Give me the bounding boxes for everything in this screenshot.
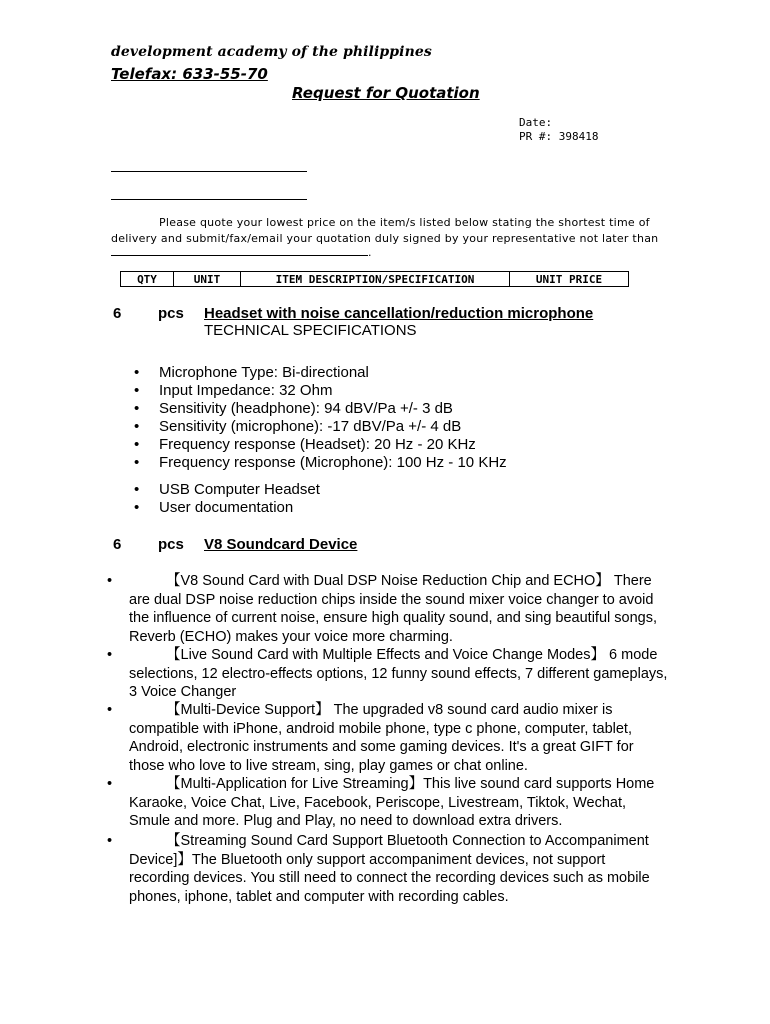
feature-item-2: • 【Live Sound Card with Multiple Effects and Voice Change Modes】 6 mode selections, 12 electro-effects options, 12 funny sound effects, 7 different gameplays, 3 Voice Changer [107, 647, 668, 700]
item-2-qty: 6 [113, 536, 122, 553]
bullet-icon: • [134, 418, 140, 435]
bullet-icon: • [107, 702, 113, 718]
intro-line-2: delivery and submit/fax/email your quotation duly signed by your representative not later than [111, 232, 659, 245]
item-1-title: Headset with noise cancellation/reduction microphone [204, 305, 594, 322]
feature-item-1: • 【V8 Sound Card with Dual DSP Noise Reduction Chip and ECHO】 There are dual DSP noise reduction chips inside the sound mixer voice changer to avoid the influence of current noise, ensure high quality sound, and sing beautiful songs, Reverb (ECHO) makes your voice more charming. [107, 573, 657, 645]
bullet-icon: • [134, 364, 140, 381]
bullet-icon: • [134, 400, 140, 417]
item-2-title: V8 Soundcard Device [204, 536, 358, 553]
list-item: • Sensitivity (microphone): -17 dBV/Pa +/- 4 dB [134, 418, 462, 435]
header-unit: UNIT [174, 272, 241, 287]
item-1-qty: 6 [113, 305, 122, 322]
intro-line-3 [111, 246, 372, 259]
item-1-extras-list [134, 481, 320, 517]
bullet-icon: • [107, 647, 113, 663]
bullet-icon: • [107, 573, 113, 589]
list-item: • User documentation [134, 499, 294, 516]
item-2-unit: pcs [158, 536, 184, 553]
item-1-unit: pcs [158, 305, 184, 322]
bullet-icon: • [134, 382, 140, 399]
deadline-blank-line [111, 247, 368, 256]
bullet-icon: • [134, 481, 140, 498]
feature-item-3: • 【Multi-Device Support】 The upgraded v8 sound card audio mixer is compatible with iPhone, android mobile phone, type c phone, computer, tablet, Android, electronic instruments and some gaming devices. It's a great GIFT for those who love to live stream, sing, play games or chat online. [107, 702, 634, 774]
header-qty: QTY [121, 272, 174, 287]
intro-line-1: Please quote your lowest price on the item/s listed below stating the shortest time of [159, 216, 650, 229]
list-item: • Frequency response (Headset): 20 Hz - 20 KHz [134, 436, 476, 453]
header-unit-price: UNIT PRICE [510, 272, 629, 287]
bullet-icon: • [134, 436, 140, 453]
addressee-line-2 [111, 199, 307, 200]
header-description: ITEM DESCRIPTION/SPECIFICATION [241, 272, 510, 287]
bullet-icon: • [107, 833, 113, 849]
item-1-spec-list [134, 364, 507, 472]
telefax-number: Telefax: 633-55-70 [111, 65, 268, 83]
pr-number: PR #: 398418 [519, 130, 599, 143]
list-item: • Frequency response (Microphone): 100 Hz - 10 KHz [134, 454, 507, 471]
bullet-icon: • [134, 454, 140, 471]
intro-end-period: . [368, 246, 372, 259]
list-item: • Sensitivity (headphone): 94 dBV/Pa +/- 3 dB [134, 400, 453, 417]
list-item: • Microphone Type: Bi-directional [134, 364, 369, 381]
list-item: • USB Computer Headset [134, 481, 320, 498]
quotation-table-header [120, 271, 629, 287]
bullet-icon: • [107, 776, 113, 792]
feature-item-5: • 【Streaming Sound Card Support Bluetooth Connection to Accompaniment Device]】The Bluetooth only support accompaniment devices, not support recording devices. You still need to connect the recording devices such as mobile phones, iphone, tablet and computer with recording cables. [107, 833, 650, 905]
bullet-icon: • [134, 499, 140, 516]
list-item: • Input Impedance: 32 Ohm [134, 382, 333, 399]
addressee-line-1 [111, 171, 307, 172]
item-1-subtitle: TECHNICAL SPECIFICATIONS [204, 322, 417, 339]
organization-name: development academy of the philippines [111, 44, 432, 60]
date-label: Date: [519, 116, 553, 129]
page-title: Request for Quotation [292, 84, 480, 102]
feature-item-4: • 【Multi-Application for Live Streaming】This live sound card supports Home Karaoke, Voice Chat, Live, Facebook, Periscope, Livestream, Tiktok, Wechat, Smule and more. Plug and Play, no need to download extra drivers. [107, 776, 655, 829]
